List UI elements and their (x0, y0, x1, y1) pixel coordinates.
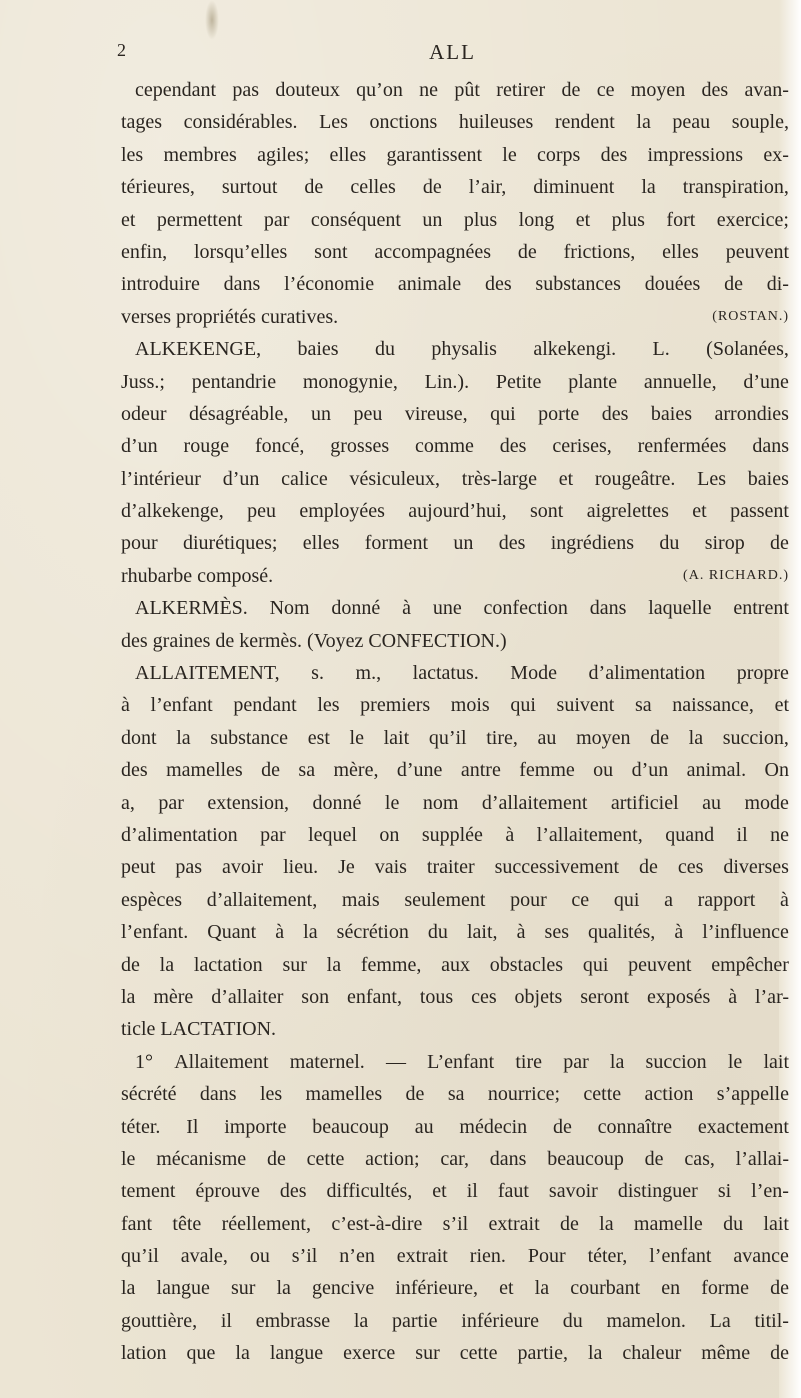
text-line-last (121, 625, 789, 657)
last-line-text: des graines de kermès. (Voyez CONFECTION.) (121, 629, 507, 652)
text-line: tement éprouve des difficultés, et il faut savoir distinguer si l’en- (121, 1180, 789, 1203)
text-line: gouttière, il embrasse la partie inférieure du mamelon. La titil- (121, 1309, 789, 1332)
page-header (0, 40, 801, 70)
text-line: d’un rouge foncé, grosses comme des cerises, renfermées dans (121, 435, 789, 458)
body-text (121, 74, 789, 1370)
text-line: térieures, surtout de celles de l’air, diminuent la transpiration, (121, 176, 789, 199)
text-line: sécrété dans les mamelles de sa nourrice; cette action s’appelle (121, 1083, 789, 1106)
text-line: les membres agiles; elles garantissent le corps des impressions ex- (121, 143, 789, 166)
text-line: la langue sur la gencive inférieure, et la courbant en forme de (121, 1277, 789, 1300)
text-line: le mécanisme de cette action; car, dans beaucoup de cas, l’allai- (121, 1147, 789, 1170)
text-line: qu’il avale, ou s’il n’en extrait rien. Pour téter, l’enfant avance (121, 1245, 789, 1268)
text-line: téter. Il importe beaucoup au médecin de connaître exactement (121, 1115, 789, 1138)
paragraph-p3 (121, 592, 789, 657)
text-line: dont la substance est le lait qu’il tire, au moyen de la succion, (121, 726, 789, 749)
text-line-last (121, 1013, 789, 1045)
last-line-text: ticle LACTATION. (121, 1018, 277, 1041)
text-line: des mamelles de sa mère, d’une antre femme ou d’un animal. On (121, 759, 789, 782)
text-line: lation que la langue exerce sur cette partie, la chaleur même de (121, 1342, 789, 1365)
text-line: l’intérieur d’un calice vésiculeux, très-large et rougeâtre. Les baies (121, 467, 789, 490)
text-line: d’alkekenge, peu employées aujourd’hui, sont aigrelettes et passent (121, 500, 789, 523)
text-line-last (121, 560, 789, 592)
text-line: espèces d’allaitement, mais seulement pour ce qui a rapport à (121, 888, 789, 911)
text-line: ALKERMÈS. Nom donné à une confection dans laquelle entrent (135, 597, 789, 620)
paragraph-p5 (121, 1046, 789, 1370)
text-line: ALKEKENGE, baies du physalis alkekengi. L. (Solanées, (135, 338, 789, 361)
text-line: introduire dans l’économie animale des substances douées de di- (121, 273, 789, 296)
paragraph-p4 (121, 657, 789, 1046)
author-signature: (ROSTAN.) (712, 308, 789, 324)
text-line-last (121, 301, 789, 333)
text-line: peut pas avoir lieu. Je vais traiter successivement de ces diverses (121, 856, 789, 879)
text-line: fant tête réellement, c’est-à-dire s’il extrait de la mamelle du lait (121, 1212, 789, 1235)
text-line: enfin, lorsqu’elles sont accompagnées de frictions, elles peuvent (121, 240, 789, 263)
text-line: odeur désagréable, un peu vireuse, qui porte des baies arrondies (121, 402, 789, 425)
paragraph-p2 (121, 333, 789, 592)
text-line: cependant pas douteux qu’on ne pût retirer de ce moyen des avan- (135, 79, 789, 101)
running-head: ALL (429, 40, 476, 64)
text-line: ALLAITEMENT, s. m., lactatus. Mode d’alimentation propre (135, 662, 789, 685)
author-signature: (A. RICHARD.) (683, 567, 789, 583)
page-number: 2 (117, 40, 126, 60)
text-line: la mère d’allaiter son enfant, tous ces objets seront exposés à l’ar- (121, 985, 789, 1008)
text-line: Juss.; pentandrie monogynie, Lin.). Petite plante annuelle, d’une (121, 370, 789, 393)
text-line: 1° Allaitement maternel. — L’enfant tire par la succion le lait (135, 1050, 789, 1073)
text-line: à l’enfant pendant les premiers mois qui suivent sa naissance, et (121, 694, 789, 717)
text-line: pour diurétiques; elles forment un des ingrédiens du sirop de (121, 532, 789, 555)
text-line: et permettent par conséquent un plus long et plus fort exercice; (121, 208, 789, 231)
text-line: tages considérables. Les onctions huileuses rendent la peau souple, (121, 111, 789, 134)
last-line-text: rhubarbe composé. (121, 564, 274, 587)
text-line: l’enfant. Quant à la sécrétion du lait, à ses qualités, à l’influence (121, 921, 789, 944)
text-line: de la lactation sur la femme, aux obstacles qui peuvent empêcher (121, 953, 789, 976)
paper-stain (205, 0, 219, 40)
last-line-text: verses propriétés curatives. (121, 305, 339, 328)
text-line: d’alimentation par lequel on supplée à l’allaitement, quand il ne (121, 823, 789, 846)
paragraph-p1 (121, 74, 789, 333)
text-line: a, par extension, donné le nom d’allaitement artificiel au mode (121, 791, 789, 814)
